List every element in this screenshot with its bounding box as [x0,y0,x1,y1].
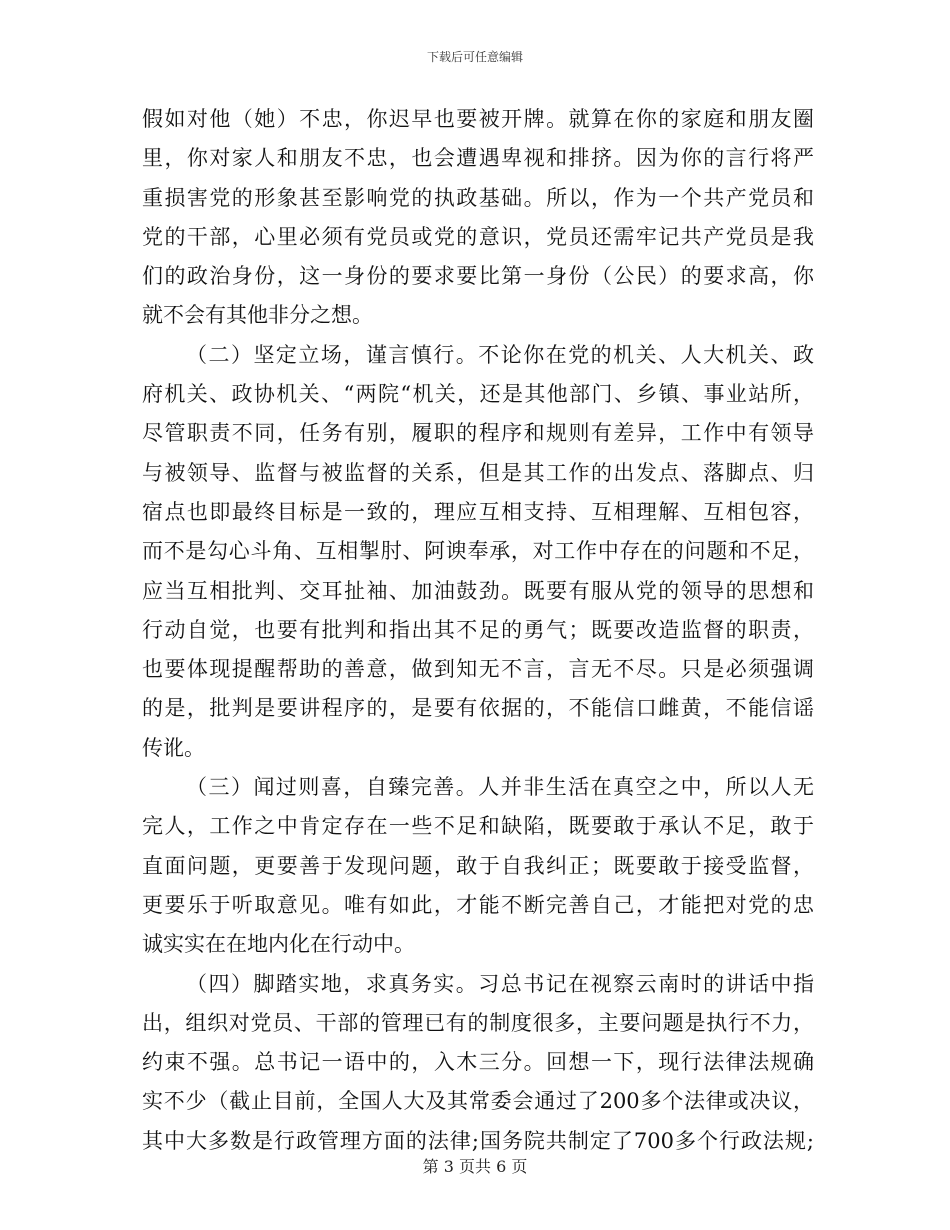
text-line: （二）坚定立场，谨言慎行。不论你在党的机关、人大机关、政 [186,342,814,367]
text-line: 府机关、政协机关、“两院“机关，还是其他部门、乡镇、事业站所， [142,382,814,407]
page-footer: 第 3 页共 6 页 [422,1157,528,1176]
text-line: 宿点也即最终目标是一致的，理应互相支持、互相理解、互相包容， [142,499,814,524]
text-line: 党的干部，心里必须有党员或党的意识，党员还需牢记共产党员是我 [142,224,814,249]
text-line: 直面问题，更要善于发现问题，敢于自我纠正；既要敢于接受监督， [142,853,814,878]
text-line: 传讹。 [142,735,205,760]
text-line: 也要体现提醒帮助的善意，做到知无不言，言无不尽。只是必须强调 [142,657,814,682]
text-line: 更要乐于听取意见。唯有如此，才能不断完善自己，才能把对党的忠 [142,892,814,917]
text-line: 尽管职责不同，任务有别，履职的程序和规则有差异，工作中有领导 [142,421,814,446]
text-line: 里，你对家人和朋友不忠，也会遭遇卑视和排挤。因为你的言行将严 [142,146,814,171]
text-line: 实不少（截止目前，全国人大及其常委会通过了200多个法律或决议， [142,1089,814,1114]
text-line: 约束不强。总书记一语中的，入木三分。回想一下，现行法律法规确 [142,1050,814,1075]
text-line: 就不会有其他非分之想。 [142,303,373,328]
text-line: 诚实实在在地内化在行动中。 [142,932,415,957]
text-line: 与被领导、监督与被监督的关系，但是其工作的出发点、落脚点、归 [142,460,814,485]
text-line: 的是，批判是要讲程序的，是要有依据的，不能信口雌黄，不能信谣 [142,696,814,721]
text-line: （四）脚踏实地，求真务实。习总书记在视察云南时的讲话中指 [186,971,814,996]
paragraph [142,965,814,1161]
text-line: 出，组织对党员、干部的管理已有的制度很多，主要问题是执行不力， [142,1010,814,1035]
text-line: 完人，工作之中肯定存在一些不足和缺陷，既要敢于承认不足，敢于 [142,814,814,839]
paragraph [142,768,814,964]
text-line: 假如对他（她）不忠，你迟早也要被开牌。就算在你的家庭和朋友圈 [142,107,814,131]
page-header: 下载后可任意编辑 [426,50,523,64]
text-line: 应当互相批判、交耳扯袖、加油鼓劲。既要有服从党的领导的思想和 [142,578,814,603]
text-line: （三）闻过则喜，自臻完善。人并非生活在真空之中，所以人无 [186,775,814,800]
paragraph [142,336,814,768]
paragraph [142,100,814,336]
text-line: 重损害党的形象甚至影响党的执政基础。所以，作为一个共产党员和 [142,185,814,210]
text-line: 其中大多数是行政管理方面的法律;国务院共制定了700多个行政法规; [142,1128,814,1153]
text-line: 而不是勾心斗角、互相掣肘、阿谀奉承，对工作中存在的问题和不足， [142,539,814,564]
document-body [142,100,814,1161]
text-line: 行动自觉，也要有批判和指出其不足的勇气；既要改造监督的职责， [142,617,814,642]
text-line: 们的政治身份，这一身份的要求要比第一身份（公民）的要求高，你 [142,264,814,289]
